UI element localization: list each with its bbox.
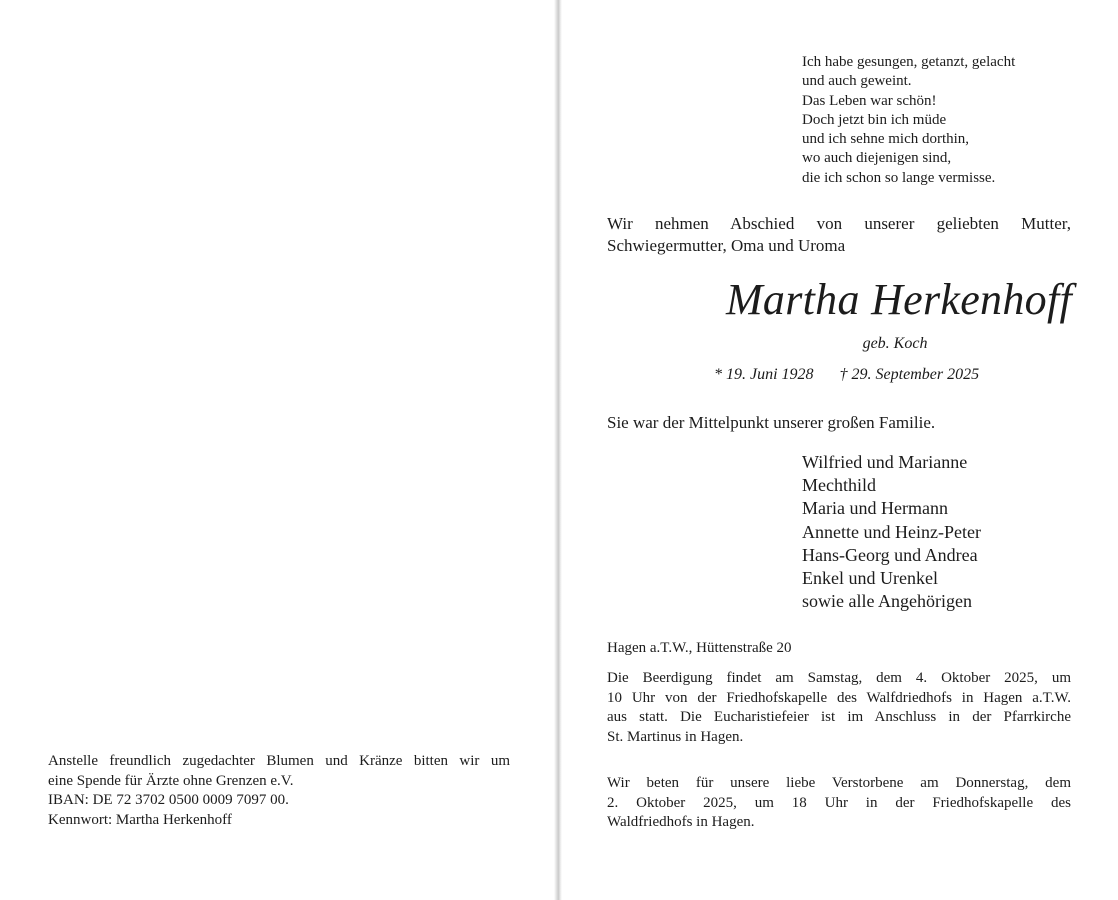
right-page bbox=[562, 0, 1118, 900]
poem-line: Ich habe gesungen, getanzt, gelacht bbox=[802, 54, 1016, 70]
birth-date: * 19. Juni 1928 bbox=[714, 366, 814, 383]
poem-line: Das Leben war schön! bbox=[802, 92, 937, 109]
poem bbox=[802, 53, 1015, 188]
funeral-line: 10 Uhr von der Friedhofskapelle des Walfdriedhofs in Hagen a.T.W. bbox=[607, 689, 1071, 706]
mourner-entry: Hans-Georg und Andrea bbox=[802, 544, 978, 565]
funeral-line: St. Martinus in Hagen. bbox=[607, 728, 744, 745]
life-dates bbox=[714, 366, 979, 384]
prayer-notice bbox=[607, 774, 1071, 833]
farewell-intro: Wir nehmen Abschied von unserer geliebten Mutter, Schwiegermutter, Oma und Uroma bbox=[607, 214, 1071, 255]
deceased-name: Martha Herkenhoff bbox=[725, 275, 1073, 324]
poem-line: wo auch diejenigen sind, bbox=[802, 150, 952, 167]
donation-line: Anstelle freundlich zugedachter Blumen und Kränze bitten wir um bbox=[48, 753, 510, 769]
prayer-line: 2. Oktober 2025, um 18 Uhr in der Friedhofskapelle des bbox=[607, 794, 1071, 811]
page-fold bbox=[554, 0, 562, 900]
funeral-line: aus statt. Die Eucharistiefeier ist im Anschluss in der Pfarrkirche bbox=[607, 709, 1071, 725]
birth-name: geb. Koch bbox=[862, 335, 928, 352]
poem-line: und auch geweint. bbox=[802, 73, 912, 90]
donation-note bbox=[48, 752, 510, 830]
family-center-sentence: Sie war der Mittelpunkt unserer großen Familie. bbox=[607, 413, 936, 432]
funeral-line: Die Beerdigung findet am Samstag, dem 4. Oktober 2025, um bbox=[607, 670, 1071, 686]
left-page bbox=[0, 0, 556, 900]
donation-line: eine Spende für Ärzte ohne Grenzen e.V. bbox=[48, 772, 294, 789]
poem-line: und ich sehne mich dorthin, bbox=[802, 131, 970, 148]
prayer-line: Wir beten für unsere liebe Verstorbene am Donnerstag, dem bbox=[607, 775, 1071, 791]
mourner-entry: Maria und Hermann bbox=[802, 498, 948, 519]
poem-line: Doch jetzt bin ich müde bbox=[802, 111, 947, 128]
death-date: † 29. September 2025 bbox=[839, 366, 980, 383]
iban-line: IBAN: DE 72 3702 0500 0009 7097 00. bbox=[48, 792, 289, 808]
keyword-line: Kennwort: Martha Herkenhoff bbox=[48, 811, 232, 828]
address: Hagen a.T.W., Hüttenstraße 20 bbox=[607, 640, 792, 656]
prayer-line: Waldfriedhofs in Hagen. bbox=[607, 814, 755, 830]
mourner-entry: Wilfried und Marianne bbox=[802, 452, 968, 472]
mourner-entry: Annette und Heinz-Peter bbox=[802, 521, 981, 542]
mourner-entry: Enkel und Urenkel bbox=[802, 568, 938, 589]
mourner-entry: sowie alle Angehörigen bbox=[802, 591, 972, 612]
poem-line: die ich schon so lange vermisse. bbox=[802, 169, 996, 186]
mourner-entry: Mechthild bbox=[802, 475, 876, 496]
funeral-notice bbox=[607, 669, 1071, 747]
mourners-list bbox=[802, 451, 981, 613]
